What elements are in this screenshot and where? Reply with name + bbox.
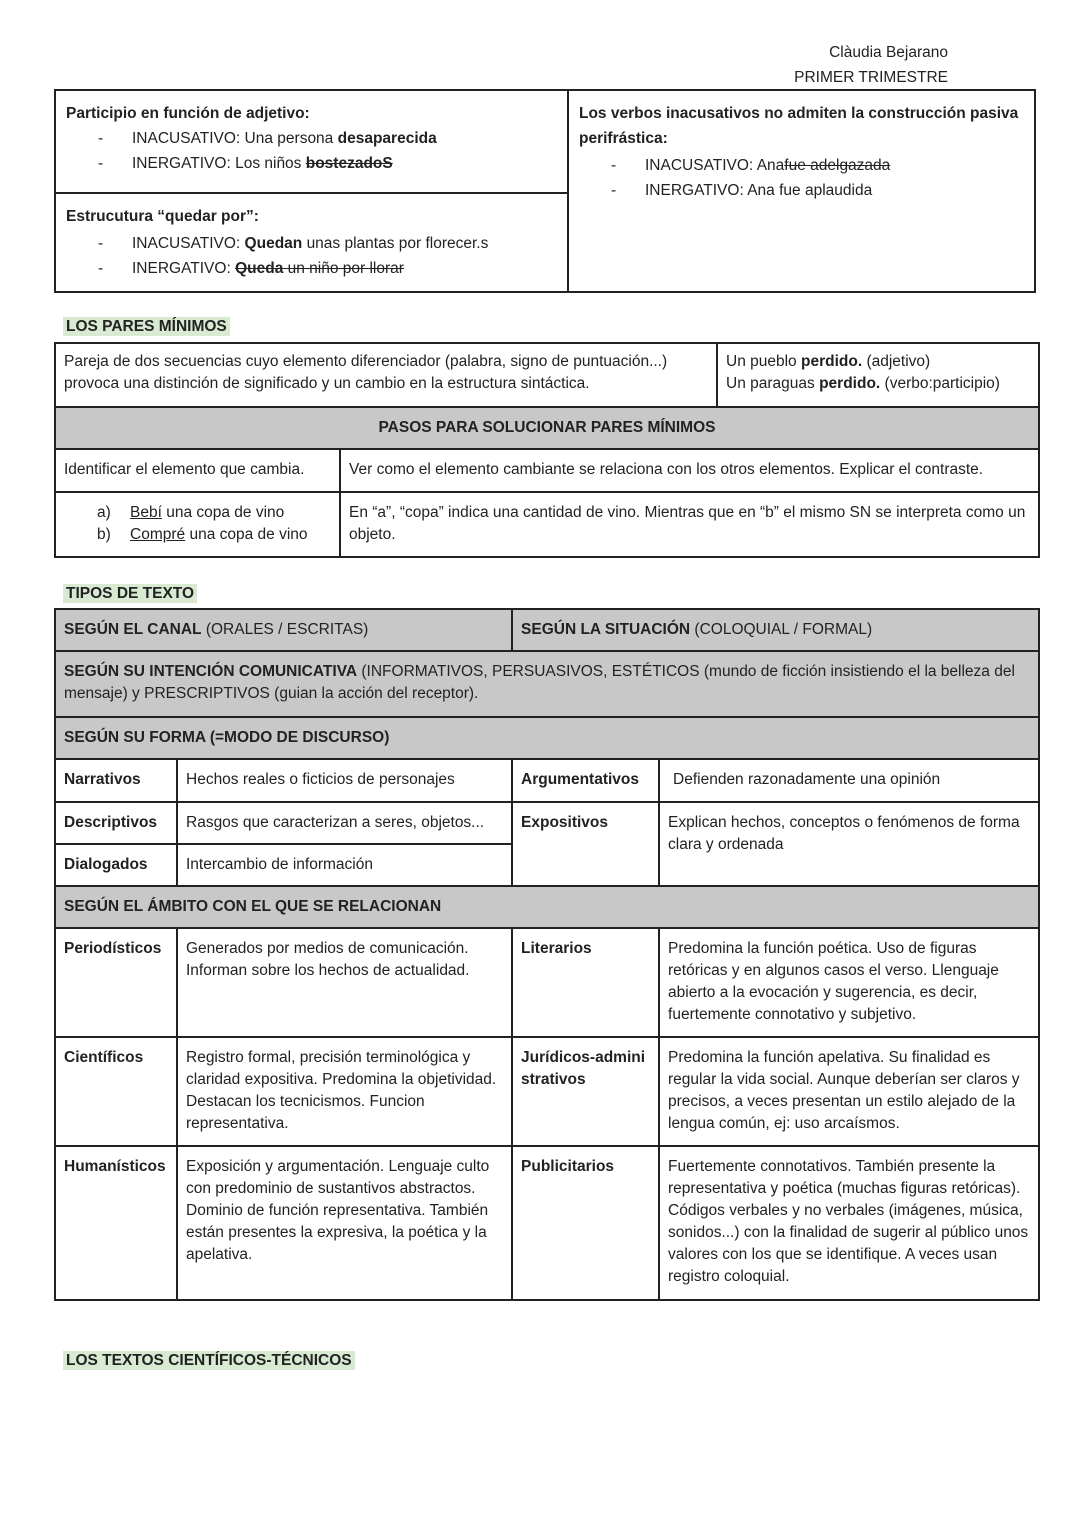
- list-item: a) Bebí una copa de vino: [97, 504, 285, 521]
- periodisticos-desc: Generados por medios de comunicación. Informan sobre los hechos de actualidad.: [177, 928, 512, 1037]
- pares-examples: Un pueblo perdido. (adjetivo) Un paraguas perdido. (verbo:participio): [717, 343, 1039, 407]
- list-item: - INERGATIVO: Queda un niño por llorar: [66, 256, 557, 281]
- periodisticos-label: Periodísticos: [55, 928, 177, 1037]
- quedar-cell: [55, 193, 568, 292]
- list-item: - INACUSATIVO: Quedan unas plantas por florecer.s: [66, 231, 557, 256]
- section-heading-cientificos: LOS TEXTOS CIENTÍFICOS-TÉCNICOS: [63, 1352, 355, 1370]
- list-item: - INACUSATIVO: Anafue adelgazada: [579, 153, 1024, 178]
- pares-example-list: [55, 492, 340, 557]
- section-heading-tipos: TIPOS DE TEXTO: [63, 585, 197, 603]
- list-item: b) Compré una copa de vino: [97, 526, 308, 543]
- ambito-header: SEGÚN EL ÁMBITO CON EL QUE SE RELACIONAN: [55, 886, 1039, 928]
- narrativos-label: Narrativos: [55, 759, 177, 802]
- step-1: Identificar el elemento que cambia.: [55, 449, 340, 492]
- publicitarios-desc: Fuertemente connotativos. También presente la representativa y poética (muchas figuras retóricas). Códigos verbales y no verbales (imágenes, música, sonidos...) con la finalidad de sugerir al público unos valores con los que se identifique. A veces usan registro coloquial.: [659, 1146, 1039, 1300]
- literarios-label: Literarios: [512, 928, 659, 1037]
- descriptivos-label: Descriptivos: [55, 802, 177, 844]
- intencion-cell: SEGÚN SU INTENCIÓN COMUNICATIVA (INFORMATIVOS, PERSUASIVOS, ESTÉTICOS (mundo de ficción insistiendo el la belleza del mensaje) y PRESCRIPTIVOS (guian la acción del receptor).: [55, 651, 1039, 717]
- humanisticos-desc: Exposición y argumentación. Lenguaje culto con predominio de sustantivos abstractos. Dominio de función representativa. También están presentes la expresiva, la poética y la apelativa.: [177, 1146, 512, 1300]
- list-item: - INERGATIVO: Los niños bostezadoS: [66, 151, 557, 176]
- situacion-cell: SEGÚN LA SITUACIÓN (COLOQUIAL / FORMAL): [512, 609, 1039, 651]
- term-label: PRIMER TRIMESTRE: [794, 69, 948, 86]
- publicitarios-label: Publicitarios: [512, 1146, 659, 1300]
- section-heading-pares: LOS PARES MÍNIMOS: [63, 318, 230, 336]
- list-item: - INERGATIVO: Ana fue aplaudida: [579, 178, 1024, 203]
- narrativos-desc: Hechos reales o ficticios de personajes: [177, 759, 512, 802]
- juridicos-desc: Predomina la función apelativa. Su finalidad es regular la vida social. Aunque deberían ser claros y precisos, a veces presentan un estilo alejado de la lengua común, ej: uso arcaísmos.: [659, 1037, 1039, 1146]
- pasiva-title: Los verbos inacusativos no admiten la construcción pasiva perifrástica:: [579, 105, 1019, 147]
- dialogados-label: Dialogados: [55, 844, 177, 886]
- pares-minimos-table: [54, 342, 1040, 558]
- quedar-title: Estrucutura “quedar por”:: [66, 208, 259, 225]
- expositivos-desc: Explican hechos, conceptos o fenómenos de forma clara y ordenada: [659, 802, 1039, 886]
- verb-types-box: [54, 89, 1036, 293]
- forma-header: SEGÚN SU FORMA (=MODO DE DISCURSO): [55, 717, 1039, 759]
- list-item: - INACUSATIVO: Una persona desaparecida: [66, 126, 557, 151]
- juridicos-label: Jurídicos-admini strativos: [512, 1037, 659, 1146]
- pasiva-cell: [568, 90, 1035, 292]
- expositivos-label: Expositivos: [512, 802, 659, 886]
- dialogados-desc: Intercambio de información: [177, 844, 512, 886]
- steps-title: PASOS PARA SOLUCIONAR PARES MÍNIMOS: [55, 407, 1039, 449]
- tipos-texto-table: [54, 608, 1040, 1301]
- cientificos-label: Científicos: [55, 1037, 177, 1146]
- step-2: Ver como el elemento cambiante se relaciona con los otros elementos. Explicar el contraste.: [340, 449, 1039, 492]
- pares-explanation: En “a”, “copa” indica una cantidad de vino. Mientras que en “b” el mismo SN se interpreta como un objeto.: [340, 492, 1039, 557]
- page-header: [794, 40, 948, 90]
- argumentativos-desc: Defienden razonadamente una opinión: [659, 759, 1039, 802]
- descriptivos-desc: Rasgos que caracterizan a seres, objetos...: [177, 802, 512, 844]
- argumentativos-label: Argumentativos: [512, 759, 659, 802]
- author-name: Clàudia Bejarano: [829, 44, 948, 61]
- canal-cell: SEGÚN EL CANAL (ORALES / ESCRITAS): [55, 609, 512, 651]
- pares-definition: Pareja de dos secuencias cuyo elemento diferenciador (palabra, signo de puntuación...) provoca una distinción de significado y un cambio en la estructura sintáctica.: [55, 343, 717, 407]
- humanisticos-label: Humanísticos: [55, 1146, 177, 1300]
- participio-title: Participio en función de adjetivo:: [66, 105, 310, 122]
- participio-cell: [55, 90, 568, 193]
- cientificos-desc: Registro formal, precisión terminológica y claridad expositiva. Predomina la objetividad. Destacan los tecnicismos. Funcion representativa.: [177, 1037, 512, 1146]
- literarios-desc: Predomina la función poética. Uso de figuras retóricas y en algunos casos el verso. Llenguaje abierto a la evocación y sugerencia, es decir, fuertemente connotativo y subjetivo.: [659, 928, 1039, 1037]
